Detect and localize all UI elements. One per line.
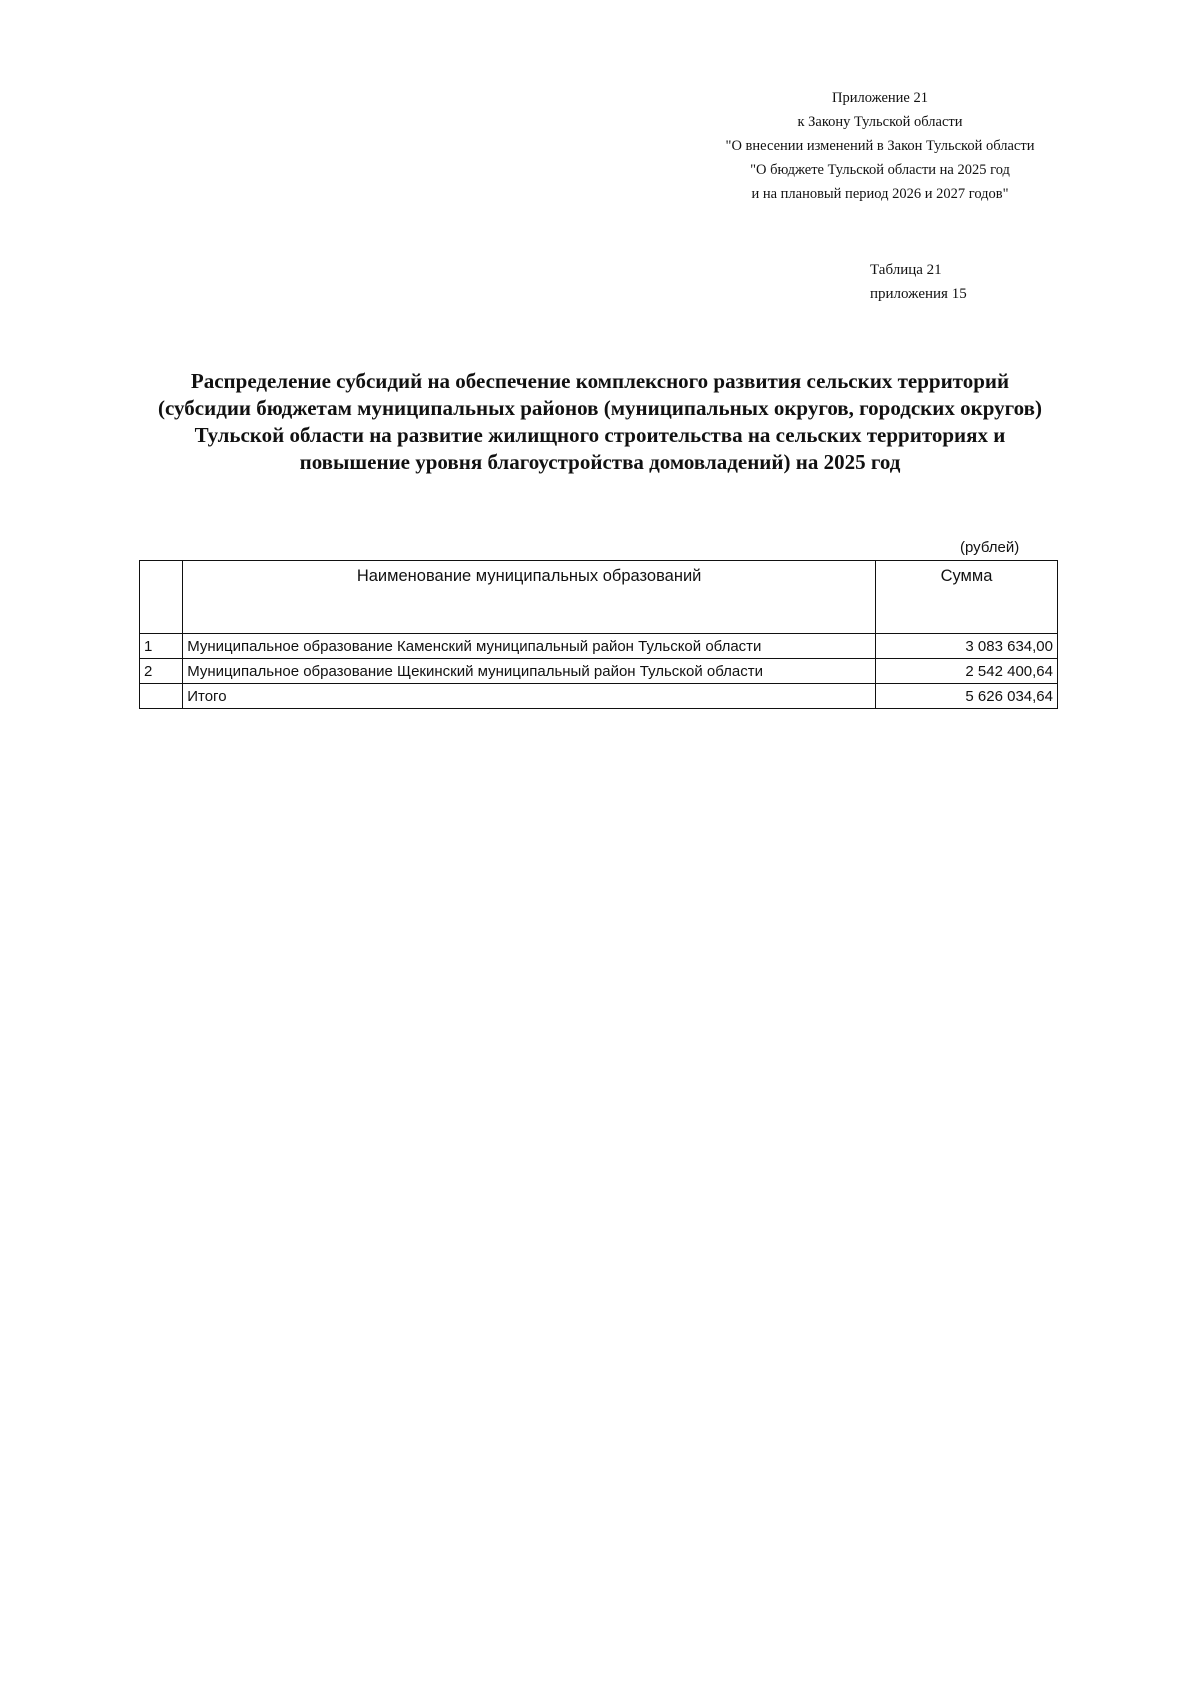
header-name: Наименование муниципальных образований xyxy=(183,561,876,634)
row-name: Муниципальное образование Каменский муниципальный район Тульской области xyxy=(183,634,876,659)
table-row xyxy=(140,659,1058,684)
table-number: Таблица 21 xyxy=(870,262,942,278)
total-number xyxy=(140,684,183,709)
row-sum: 2 542 400,64 xyxy=(876,659,1058,684)
annex-line: Приложение 21 xyxy=(832,90,928,106)
table-total-row xyxy=(140,684,1058,709)
table-header-row xyxy=(140,561,1058,634)
table-reference xyxy=(870,258,1010,306)
document-title xyxy=(130,368,1070,476)
row-name: Муниципальное образование Щекинский муниципальный район Тульской области xyxy=(183,659,876,684)
row-number: 2 xyxy=(140,659,183,684)
title-line: Тульской области на развитие жилищного строительства на сельских территориях и xyxy=(194,423,1006,447)
row-number: 1 xyxy=(140,634,183,659)
units-label: (рублей) xyxy=(960,539,1020,556)
title-line: повышение уровня благоустройства домовладений) на 2025 год xyxy=(299,450,901,474)
annex-reference xyxy=(690,86,1070,206)
subsidy-table xyxy=(139,560,1058,709)
appendix-number: приложения 15 xyxy=(870,286,967,302)
total-sum: 5 626 034,64 xyxy=(876,684,1058,709)
annex-line: и на плановый период 2026 и 2027 годов" xyxy=(751,186,1009,202)
annex-line: "О бюджете Тульской области на 2025 год xyxy=(750,162,1010,178)
title-line: (субсидии бюджетам муниципальных районов (муниципальных округов, городских округов) xyxy=(158,396,1042,420)
row-sum: 3 083 634,00 xyxy=(876,634,1058,659)
header-sum: Сумма xyxy=(876,561,1058,634)
annex-line: "О внесении изменений в Закон Тульской области xyxy=(725,138,1035,154)
title-line: Распределение субсидий на обеспечение комплексного развития сельских территорий xyxy=(190,369,1010,393)
total-label: Итого xyxy=(183,684,876,709)
table-row xyxy=(140,634,1058,659)
annex-line: к Закону Тульской области xyxy=(797,114,963,130)
header-number xyxy=(140,561,183,634)
